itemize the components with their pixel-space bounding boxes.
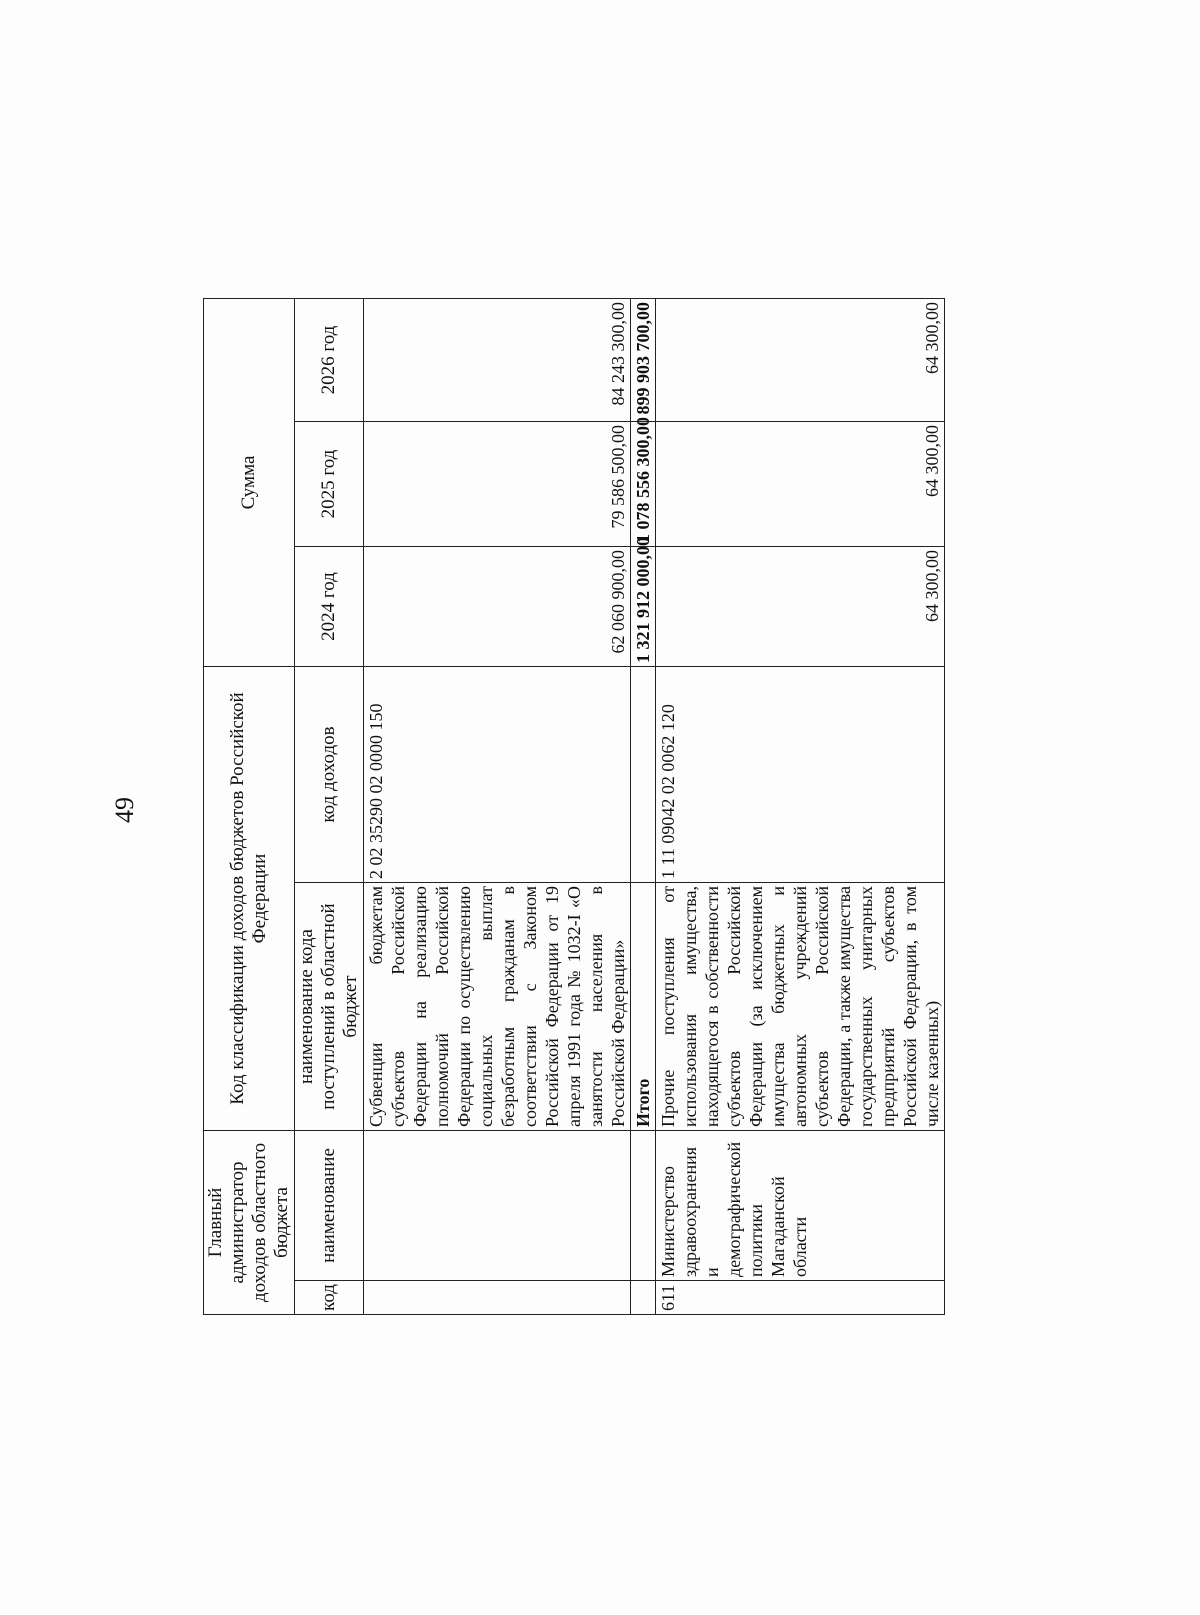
- sum-2025-cell: 79 586 500,00: [364, 422, 631, 547]
- admin-code-cell: [631, 1281, 656, 1315]
- revenue-table-rotated: [203, 299, 942, 1315]
- sum-2026-cell: 64 300,00: [656, 298, 945, 421]
- admin-name-cell: [631, 1131, 656, 1281]
- header-name: наименование: [295, 1131, 364, 1281]
- sum-2025-cell: 64 300,00: [656, 422, 945, 547]
- page-number: 49: [110, 797, 139, 823]
- header-year-2026: 2026 год: [295, 298, 364, 421]
- income-code-cell: 1 11 09042 02 0062 120: [656, 667, 945, 883]
- header-sum-group: Сумма: [204, 298, 295, 666]
- income-code-cell: 2 02 35290 02 0000 150: [364, 667, 631, 883]
- header-admin-group: Главный администратор доходов областного бюджета: [204, 1131, 295, 1315]
- header-code: код: [295, 1281, 364, 1315]
- income-name-cell: Прочие поступления от использования имущества, находящегося в собственности субъектов Российской Федерации (за исключением имущества бюджетных и автономных учреждений субъектов Российской Федерации, а также имущества государственных унитарных предприятий субъектов Российской Федерации, в том числе казенных): [656, 883, 945, 1131]
- header-row-1: [204, 298, 295, 1314]
- revenue-table: [203, 298, 945, 1315]
- total-label: Итого: [631, 883, 656, 1131]
- header-classification-group: Код классификации доходов бюджетов Российской Федерации: [204, 667, 295, 1131]
- total-2024-cell: 1 321 912 000,00: [631, 547, 656, 667]
- table-row: [656, 298, 945, 1314]
- admin-name-cell: [364, 1131, 631, 1281]
- sum-2024-cell: 62 060 900,00: [364, 547, 631, 667]
- income-name-cell: Субвенции бюджетам субъектов Российской Федерации на реализацию полномочий Российской Федерации по осуществлению социальных выплат безработным гражданам в соответствии с Законом Российской Федерации от 19 апреля 1991 года № 1032-I «О занятости населения в Российской Федерации»: [364, 883, 631, 1131]
- admin-code-cell: 611: [656, 1281, 945, 1315]
- total-row: [631, 298, 656, 1314]
- total-2026-cell: 899 903 700,00: [631, 298, 656, 421]
- header-year-2025: 2025 год: [295, 422, 364, 547]
- header-income-code: код доходов: [295, 667, 364, 883]
- header-year-2024: 2024 год: [295, 547, 364, 667]
- admin-code-cell: [364, 1281, 631, 1315]
- sum-2024-cell: 64 300,00: [656, 547, 945, 667]
- header-row-2: [295, 298, 364, 1314]
- table-row: [364, 298, 631, 1314]
- admin-name-cell: Министерство здравоохранения и демографической политики Магаданской области: [656, 1131, 945, 1281]
- total-2025-cell: 1 078 556 300,00: [631, 422, 656, 547]
- sum-2026-cell: 84 243 300,00: [364, 298, 631, 421]
- income-code-cell: [631, 667, 656, 883]
- header-income-name: наименование кода поступлений в областной бюджет: [295, 883, 364, 1131]
